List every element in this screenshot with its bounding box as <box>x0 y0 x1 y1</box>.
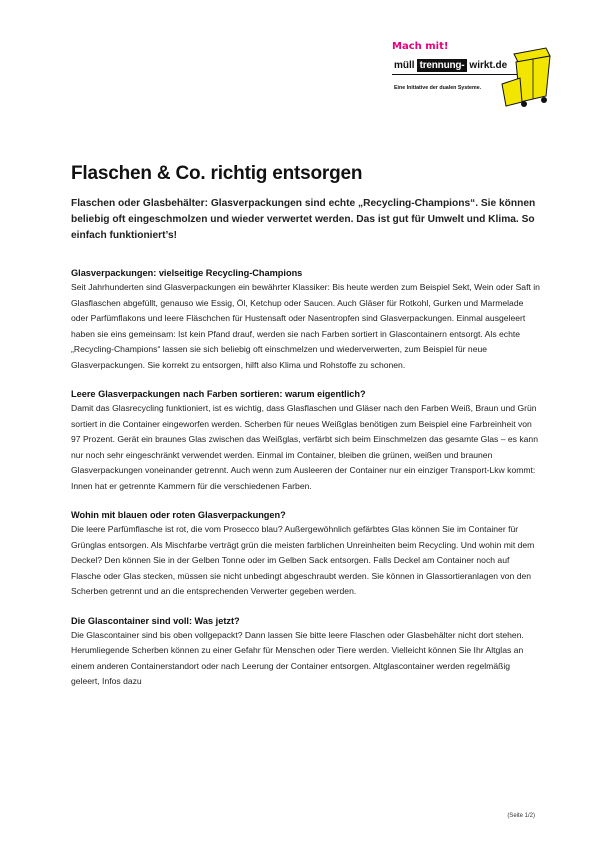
section-heading: Die Glascontainer sind voll: Was jetzt? <box>71 615 240 626</box>
logo-tagline: Mach mit! <box>392 41 449 52</box>
section-recycling-champions <box>71 266 541 373</box>
section-body: Die leere Parfümflasche ist rot, die vom Prosecco blau? Außergewöhnlich gefärbtes Glas können Sie im Container für Grünglas entsorgen. Als Mischfarbe verträgt grün die meisten farblichen Unreinheiten beim Recycling. Und wohin mit dem Deckel? Den können Sie in der Gelben Tonne oder im Gelben Sack entsorgen. Falls Deckel am Container noch auf Flasche oder Glas stecken, müssen sie nicht unbedingt abgeschraubt werden. Sie können in Glassortieranlagen von den Scherben getrennt und an die entsprechenden Verwerter gegeben werden. <box>71 524 535 596</box>
section-heading: Leere Glasverpackungen nach Farben sortieren: warum eigentlich? <box>71 389 366 399</box>
initiative-logo[interactable] <box>392 40 552 110</box>
logo-subline: Eine Initiative der dualen Systeme. <box>394 85 482 91</box>
article <box>71 162 541 690</box>
section-color-sorting <box>71 387 541 494</box>
section-body: Seit Jahrhunderten sind Glasverpackungen ein bewährter Klassiker: Bis heute werden zum Beispiel Sekt, Wein oder Saft in Glasflaschen abgefüllt, genauso wie Essig, Öl, Ketchup oder Saucen. Auch Gläser für Rotkohl, Gurken und Marmelade oder Parfümflakons und leere Fläschchen für Hustensaft oder Nasentropfen sind Glasverpackungen. Einmal ausgeleert haben sie eins gemeinsam: Ist kein Pfand drauf, werden sie nach Farben sortiert in Glascontainern entsorgt. Als echte „Recycling-Champions“ lassen sie sich beliebig oft einschmelzen und wiederverwerten, zum Beispiel für neue Glasverpackungen. Sie korrekt zu entsorgen, hilft also Klima und Rohstoffe zu schonen. <box>71 282 540 370</box>
section-body: Damit das Glasrecycling funktioniert, ist es wichtig, dass Glasflaschen und Gläser nach den Farben Weiß, Braun und Grün sortiert in die Container eingeworfen werden. Scherben für neues Weißglas benötigen zum Beispiel eine Farbreinheit von 97 Prozent. Gerät ein braunes Glas zwischen das Weißglas, verfärbt sich beim Einschmelzen das gesamte Glas – es kann nur noch sehr eingeschränkt verwendet werden. Einmal im Container, bleiben die grünen, weißen und braunen Glasverpackungen voneinander getrennt. Auch wenn zum Ausleeren der Container nur ein einziger Transport-Lkw kommt: Innen hat er getrennte Kammern für die verschiedenen Farben. <box>71 403 538 491</box>
logo-wordmark <box>392 59 509 72</box>
logo-word-muell: müll <box>394 60 415 71</box>
page-title: Flaschen & Co. richtig entsorgen <box>71 163 363 184</box>
section-blue-red-glass <box>71 508 541 600</box>
section-body: Die Glascontainer sind bis oben vollgepackt? Dann lassen Sie bitte leere Flaschen oder Glasbehälter nicht dort stehen. Herumliegende Scherben können zu einer Gefahr für Menschen oder Tiere werden. Vielleicht können Sie Ihr Altglas an einem anderen Containerstandort oder nach Leerung der Container entsorgen. Altglascontainer werden regelmäßig geleert, Infos dazu <box>71 629 524 686</box>
logo-word-trennung: trennung- <box>417 59 468 72</box>
section-heading: Glasverpackungen: vielseitige Recycling-Champions <box>71 268 303 278</box>
logo-word-wirkt: wirkt.de <box>469 60 508 71</box>
section-heading: Wohin mit blauen oder roten Glasverpackungen? <box>71 510 286 520</box>
page-number: (Seite 1/2) <box>507 813 535 819</box>
section-full-containers <box>71 614 541 690</box>
lead-paragraph: Flaschen oder Glasbehälter: Glasverpackungen sind echte „Recycling-Champions“. Sie können beliebig oft eingeschmolzen und wieder verwertet werden. Das ist gut für Umwelt und Klima. So einfach funktioniert’s! <box>71 198 536 241</box>
recycling-bin-icon <box>500 44 555 108</box>
